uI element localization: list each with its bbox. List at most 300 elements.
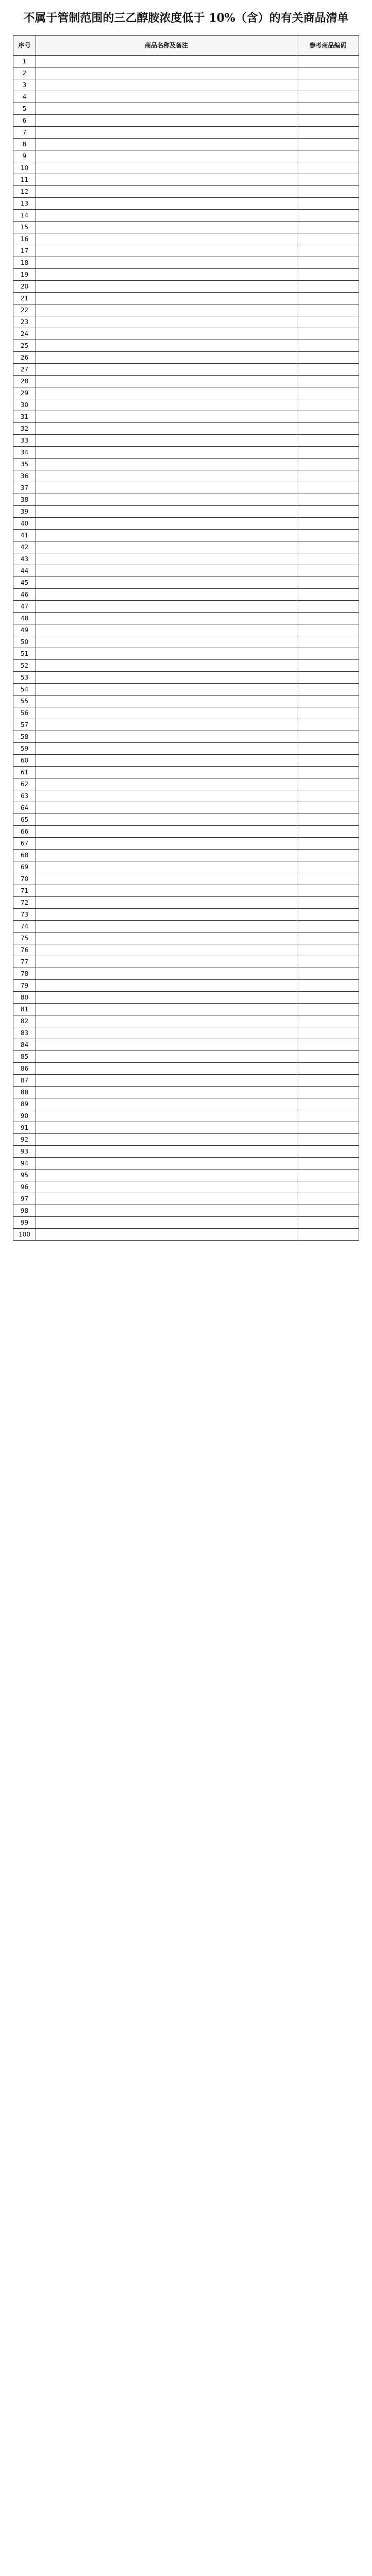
commodity-code bbox=[297, 992, 359, 1004]
table-row bbox=[13, 435, 359, 447]
table-row bbox=[13, 885, 359, 897]
table-row bbox=[13, 494, 359, 506]
commodity-code bbox=[297, 755, 359, 767]
commodity-code bbox=[297, 340, 359, 352]
row-number: 73 bbox=[13, 909, 36, 921]
commodity-code bbox=[297, 162, 359, 174]
commodity-code bbox=[297, 304, 359, 316]
table-row bbox=[13, 233, 359, 245]
row-number: 37 bbox=[13, 482, 36, 494]
row-number: 29 bbox=[13, 387, 36, 399]
table-row bbox=[13, 257, 359, 269]
row-number: 54 bbox=[13, 684, 36, 696]
table-row bbox=[13, 387, 359, 399]
table-row bbox=[13, 470, 359, 482]
table-row bbox=[13, 150, 359, 162]
row-number: 5 bbox=[13, 103, 36, 115]
row-number: 82 bbox=[13, 1015, 36, 1027]
product-name bbox=[36, 245, 297, 257]
table-row bbox=[13, 222, 359, 233]
product-name bbox=[36, 1098, 297, 1110]
row-number: 98 bbox=[13, 1205, 36, 1217]
table-row bbox=[13, 992, 359, 1004]
row-number: 90 bbox=[13, 1110, 36, 1122]
product-name bbox=[36, 565, 297, 577]
product-name bbox=[36, 755, 297, 767]
note-line bbox=[13, 1255, 359, 1264]
commodity-code bbox=[297, 198, 359, 210]
commodity-code bbox=[297, 127, 359, 139]
table-row bbox=[13, 91, 359, 103]
row-number: 12 bbox=[13, 186, 36, 198]
column-header-name: 商品名称及备注 bbox=[36, 36, 297, 56]
commodity-code bbox=[297, 482, 359, 494]
row-number: 80 bbox=[13, 992, 36, 1004]
row-number: 50 bbox=[13, 636, 36, 648]
table-row bbox=[13, 1063, 359, 1075]
product-name bbox=[36, 1122, 297, 1134]
table-row bbox=[13, 269, 359, 281]
table-row bbox=[13, 352, 359, 364]
product-name bbox=[36, 541, 297, 553]
row-number: 83 bbox=[13, 1027, 36, 1039]
table-row bbox=[13, 482, 359, 494]
row-number: 87 bbox=[13, 1075, 36, 1087]
product-name bbox=[36, 767, 297, 778]
product-name bbox=[36, 921, 297, 933]
row-number: 3 bbox=[13, 79, 36, 91]
commodity-code bbox=[297, 399, 359, 411]
table-row bbox=[13, 423, 359, 435]
table-row bbox=[13, 1229, 359, 1241]
commodity-code bbox=[297, 56, 359, 67]
table-row bbox=[13, 1110, 359, 1122]
commodity-code bbox=[297, 233, 359, 245]
row-number: 35 bbox=[13, 459, 36, 470]
product-name bbox=[36, 1229, 297, 1241]
product-name bbox=[36, 56, 297, 67]
product-name bbox=[36, 364, 297, 376]
commodity-code bbox=[297, 257, 359, 269]
commodity-code bbox=[297, 387, 359, 399]
row-number: 97 bbox=[13, 1193, 36, 1205]
commodity-code bbox=[297, 1051, 359, 1063]
row-number: 26 bbox=[13, 352, 36, 364]
row-number: 79 bbox=[13, 980, 36, 992]
table-row bbox=[13, 897, 359, 909]
table-row bbox=[13, 944, 359, 956]
row-number: 39 bbox=[13, 506, 36, 518]
table-row bbox=[13, 316, 359, 328]
product-name bbox=[36, 494, 297, 506]
table-row bbox=[13, 636, 359, 648]
product-name bbox=[36, 909, 297, 921]
table-row bbox=[13, 245, 359, 257]
table-row bbox=[13, 162, 359, 174]
commodity-code bbox=[297, 186, 359, 198]
product-name bbox=[36, 613, 297, 624]
commodity-code bbox=[297, 411, 359, 423]
table-row bbox=[13, 541, 359, 553]
row-number: 16 bbox=[13, 233, 36, 245]
commodity-code bbox=[297, 1063, 359, 1075]
product-name bbox=[36, 778, 297, 790]
table-row bbox=[13, 719, 359, 731]
product-name bbox=[36, 1181, 297, 1193]
row-number: 92 bbox=[13, 1134, 36, 1146]
commodity-code bbox=[297, 731, 359, 743]
commodity-code bbox=[297, 541, 359, 553]
product-name bbox=[36, 933, 297, 944]
row-number: 69 bbox=[13, 861, 36, 873]
table-row bbox=[13, 956, 359, 968]
table-row bbox=[13, 755, 359, 767]
table-row bbox=[13, 530, 359, 541]
product-name bbox=[36, 601, 297, 613]
table-row bbox=[13, 601, 359, 613]
row-number: 75 bbox=[13, 933, 36, 944]
row-number: 10 bbox=[13, 162, 36, 174]
table-row bbox=[13, 1205, 359, 1217]
table-row bbox=[13, 1051, 359, 1063]
commodity-code bbox=[297, 518, 359, 530]
row-number: 84 bbox=[13, 1039, 36, 1051]
table-row bbox=[13, 850, 359, 861]
table-row bbox=[13, 174, 359, 186]
table-row bbox=[13, 873, 359, 885]
table-row bbox=[13, 1015, 359, 1027]
table-row bbox=[13, 293, 359, 304]
commodity-code bbox=[297, 1110, 359, 1122]
row-number: 94 bbox=[13, 1158, 36, 1170]
row-number: 14 bbox=[13, 210, 36, 222]
product-name bbox=[36, 1146, 297, 1158]
table-row bbox=[13, 1170, 359, 1181]
commodity-code bbox=[297, 459, 359, 470]
product-name bbox=[36, 447, 297, 459]
row-number: 6 bbox=[13, 115, 36, 127]
product-name bbox=[36, 257, 297, 269]
product-name bbox=[36, 944, 297, 956]
row-number: 78 bbox=[13, 968, 36, 980]
row-number: 63 bbox=[13, 790, 36, 802]
table-row bbox=[13, 103, 359, 115]
product-name bbox=[36, 376, 297, 387]
product-name bbox=[36, 103, 297, 115]
column-header-code: 参考商品编码 bbox=[297, 36, 359, 56]
product-name bbox=[36, 423, 297, 435]
row-number: 49 bbox=[13, 624, 36, 636]
row-number: 27 bbox=[13, 364, 36, 376]
table-row bbox=[13, 624, 359, 636]
table-row bbox=[13, 790, 359, 802]
items-table bbox=[13, 35, 359, 1241]
commodity-code bbox=[297, 115, 359, 127]
row-number: 23 bbox=[13, 316, 36, 328]
row-number: 57 bbox=[13, 719, 36, 731]
commodity-code bbox=[297, 91, 359, 103]
commodity-code bbox=[297, 660, 359, 672]
product-name bbox=[36, 1063, 297, 1075]
commodity-code bbox=[297, 921, 359, 933]
table-row bbox=[13, 1004, 359, 1015]
table-row bbox=[13, 802, 359, 814]
commodity-code bbox=[297, 968, 359, 980]
product-name bbox=[36, 956, 297, 968]
table-row bbox=[13, 577, 359, 589]
product-name bbox=[36, 67, 297, 79]
table-row bbox=[13, 838, 359, 850]
commodity-code bbox=[297, 838, 359, 850]
table-row bbox=[13, 459, 359, 470]
commodity-code bbox=[297, 767, 359, 778]
notes-section bbox=[13, 1246, 359, 1264]
commodity-code bbox=[297, 624, 359, 636]
commodity-code bbox=[297, 506, 359, 518]
commodity-code bbox=[297, 743, 359, 755]
commodity-code bbox=[297, 1146, 359, 1158]
row-number: 51 bbox=[13, 648, 36, 660]
product-name bbox=[36, 553, 297, 565]
product-name bbox=[36, 731, 297, 743]
commodity-code bbox=[297, 328, 359, 340]
document-title: 不属于管制范围的三乙醇胺浓度低于 10%（含）的有关商品清单 bbox=[23, 11, 349, 25]
table-row bbox=[13, 767, 359, 778]
commodity-code bbox=[297, 1039, 359, 1051]
document-page bbox=[0, 0, 372, 1275]
row-number: 15 bbox=[13, 222, 36, 233]
table-row bbox=[13, 814, 359, 826]
row-number: 8 bbox=[13, 139, 36, 150]
commodity-code bbox=[297, 1004, 359, 1015]
commodity-code bbox=[297, 1122, 359, 1134]
product-name bbox=[36, 459, 297, 470]
table-row bbox=[13, 921, 359, 933]
row-number: 48 bbox=[13, 613, 36, 624]
table-row bbox=[13, 1075, 359, 1087]
commodity-code bbox=[297, 316, 359, 328]
table-row bbox=[13, 1098, 359, 1110]
product-name bbox=[36, 648, 297, 660]
row-number: 41 bbox=[13, 530, 36, 541]
commodity-code bbox=[297, 719, 359, 731]
commodity-code bbox=[297, 293, 359, 304]
row-number: 64 bbox=[13, 802, 36, 814]
commodity-code bbox=[297, 577, 359, 589]
product-name bbox=[36, 968, 297, 980]
row-number: 66 bbox=[13, 826, 36, 838]
row-number: 30 bbox=[13, 399, 36, 411]
commodity-code bbox=[297, 613, 359, 624]
commodity-code bbox=[297, 67, 359, 79]
product-name bbox=[36, 873, 297, 885]
table-header-row bbox=[13, 36, 359, 56]
commodity-code bbox=[297, 1134, 359, 1146]
product-name bbox=[36, 743, 297, 755]
product-name bbox=[36, 387, 297, 399]
commodity-code bbox=[297, 139, 359, 150]
row-number: 24 bbox=[13, 328, 36, 340]
commodity-code bbox=[297, 435, 359, 447]
table-row bbox=[13, 139, 359, 150]
product-name bbox=[36, 885, 297, 897]
commodity-code bbox=[297, 447, 359, 459]
product-name bbox=[36, 150, 297, 162]
table-row bbox=[13, 565, 359, 577]
row-number: 56 bbox=[13, 707, 36, 719]
product-name bbox=[36, 684, 297, 696]
product-name bbox=[36, 1027, 297, 1039]
table-row bbox=[13, 304, 359, 316]
row-number: 91 bbox=[13, 1122, 36, 1134]
product-name bbox=[36, 411, 297, 423]
commodity-code bbox=[297, 423, 359, 435]
commodity-code bbox=[297, 1205, 359, 1217]
product-name bbox=[36, 1087, 297, 1098]
row-number: 74 bbox=[13, 921, 36, 933]
row-number: 32 bbox=[13, 423, 36, 435]
table-row bbox=[13, 1193, 359, 1205]
table-row bbox=[13, 1146, 359, 1158]
table-row bbox=[13, 198, 359, 210]
product-name bbox=[36, 482, 297, 494]
table-row bbox=[13, 376, 359, 387]
row-number: 60 bbox=[13, 755, 36, 767]
commodity-code bbox=[297, 1098, 359, 1110]
table-row bbox=[13, 210, 359, 222]
row-number: 67 bbox=[13, 838, 36, 850]
commodity-code bbox=[297, 826, 359, 838]
table-row bbox=[13, 1181, 359, 1193]
row-number: 20 bbox=[13, 281, 36, 293]
product-name bbox=[36, 269, 297, 281]
product-name bbox=[36, 802, 297, 814]
row-number: 9 bbox=[13, 150, 36, 162]
row-number: 53 bbox=[13, 672, 36, 684]
table-row bbox=[13, 67, 359, 79]
row-number: 2 bbox=[13, 67, 36, 79]
product-name bbox=[36, 1015, 297, 1027]
row-number: 65 bbox=[13, 814, 36, 826]
commodity-code bbox=[297, 956, 359, 968]
commodity-code bbox=[297, 174, 359, 186]
row-number: 86 bbox=[13, 1063, 36, 1075]
product-name bbox=[36, 435, 297, 447]
commodity-code bbox=[297, 814, 359, 826]
commodity-code bbox=[297, 861, 359, 873]
commodity-code bbox=[297, 1229, 359, 1241]
table-row bbox=[13, 518, 359, 530]
commodity-code bbox=[297, 1158, 359, 1170]
table-row bbox=[13, 778, 359, 790]
commodity-code bbox=[297, 909, 359, 921]
commodity-code bbox=[297, 885, 359, 897]
commodity-code bbox=[297, 648, 359, 660]
table-row bbox=[13, 553, 359, 565]
commodity-code bbox=[297, 222, 359, 233]
product-name bbox=[36, 127, 297, 139]
commodity-code bbox=[297, 1217, 359, 1229]
commodity-code bbox=[297, 245, 359, 257]
product-name bbox=[36, 1051, 297, 1063]
product-name bbox=[36, 897, 297, 909]
commodity-code bbox=[297, 352, 359, 364]
row-number: 4 bbox=[13, 91, 36, 103]
row-number: 77 bbox=[13, 956, 36, 968]
table-row bbox=[13, 968, 359, 980]
table-row bbox=[13, 731, 359, 743]
commodity-code bbox=[297, 1170, 359, 1181]
table-row bbox=[13, 411, 359, 423]
table-row bbox=[13, 909, 359, 921]
commodity-code bbox=[297, 802, 359, 814]
row-number: 42 bbox=[13, 541, 36, 553]
table-row bbox=[13, 696, 359, 707]
product-name bbox=[36, 719, 297, 731]
row-number: 43 bbox=[13, 553, 36, 565]
product-name bbox=[36, 660, 297, 672]
commodity-code bbox=[297, 873, 359, 885]
table-row bbox=[13, 861, 359, 873]
row-number: 40 bbox=[13, 518, 36, 530]
row-number: 52 bbox=[13, 660, 36, 672]
table-row bbox=[13, 743, 359, 755]
product-name bbox=[36, 222, 297, 233]
product-name bbox=[36, 861, 297, 873]
row-number: 13 bbox=[13, 198, 36, 210]
table-row bbox=[13, 364, 359, 376]
column-header-no: 序号 bbox=[13, 36, 36, 56]
row-number: 19 bbox=[13, 269, 36, 281]
note-line bbox=[13, 1246, 359, 1255]
table-row bbox=[13, 1087, 359, 1098]
product-name bbox=[36, 79, 297, 91]
product-name bbox=[36, 1193, 297, 1205]
row-number: 36 bbox=[13, 470, 36, 482]
table-row bbox=[13, 684, 359, 696]
commodity-code bbox=[297, 565, 359, 577]
row-number: 88 bbox=[13, 1087, 36, 1098]
commodity-code bbox=[297, 364, 359, 376]
table-row bbox=[13, 707, 359, 719]
product-name bbox=[36, 162, 297, 174]
product-name bbox=[36, 696, 297, 707]
table-row bbox=[13, 980, 359, 992]
table-row bbox=[13, 613, 359, 624]
table-row bbox=[13, 127, 359, 139]
row-number: 81 bbox=[13, 1004, 36, 1015]
product-name bbox=[36, 328, 297, 340]
row-number: 25 bbox=[13, 340, 36, 352]
product-name bbox=[36, 115, 297, 127]
table-row bbox=[13, 399, 359, 411]
commodity-code bbox=[297, 79, 359, 91]
row-number: 34 bbox=[13, 447, 36, 459]
commodity-code bbox=[297, 1027, 359, 1039]
table-row bbox=[13, 589, 359, 601]
row-number: 38 bbox=[13, 494, 36, 506]
commodity-code bbox=[297, 494, 359, 506]
product-name bbox=[36, 281, 297, 293]
table-row bbox=[13, 648, 359, 660]
commodity-code bbox=[297, 601, 359, 613]
product-name bbox=[36, 636, 297, 648]
table-row bbox=[13, 1027, 359, 1039]
product-name bbox=[36, 1134, 297, 1146]
row-number: 95 bbox=[13, 1170, 36, 1181]
commodity-code bbox=[297, 684, 359, 696]
row-number: 62 bbox=[13, 778, 36, 790]
